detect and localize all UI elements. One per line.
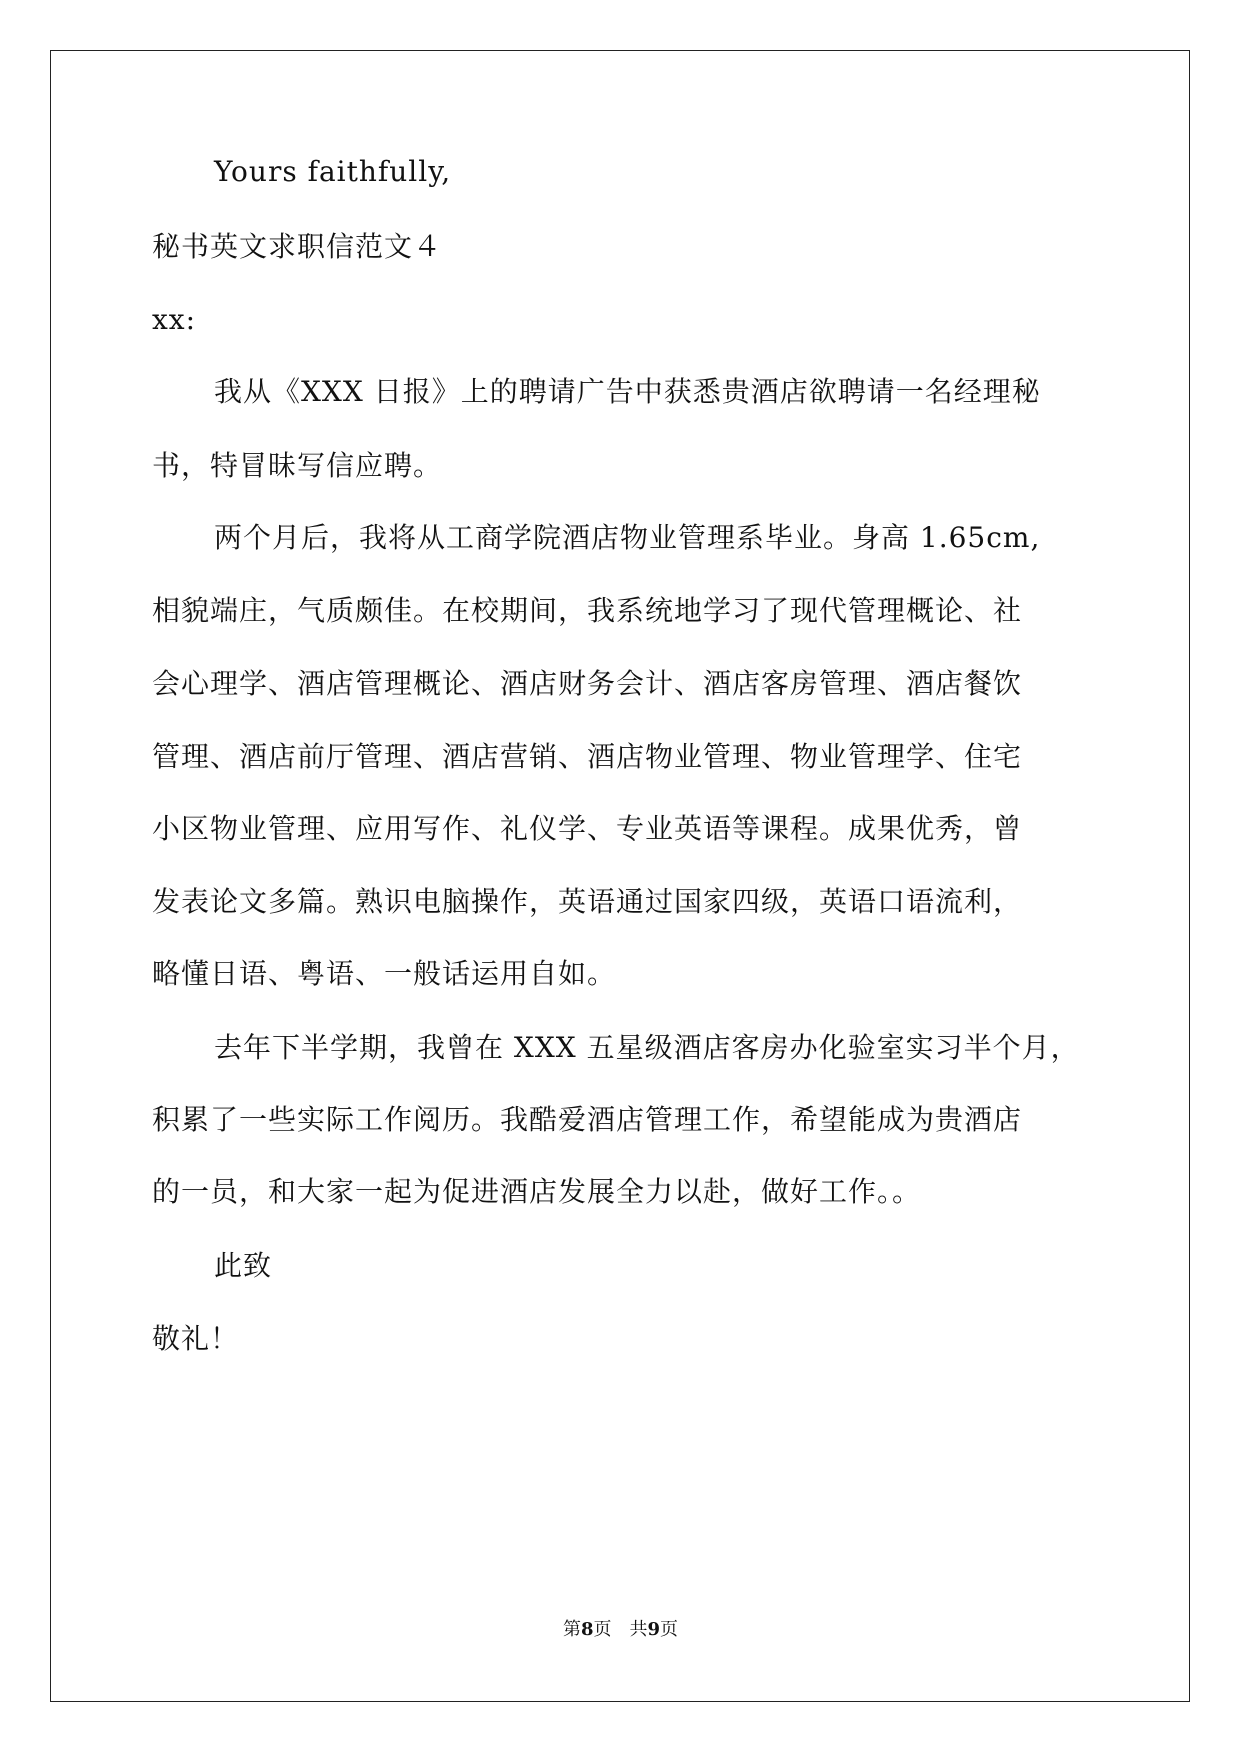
paragraph3-line: 积累了一些实际工作阅历。我酷爱酒店管理工作，希望能成为贵酒店	[152, 1103, 1023, 1136]
paragraph1-line: 书，特冒昧写信应聘。	[152, 449, 443, 482]
paragraph2-line: 两个月后，我将从工商学院酒店物业管理系毕业。身高 1.65cm,	[214, 521, 1041, 554]
letter-title: 秘书英文求职信范文４	[152, 230, 443, 263]
paragraph1-line: 我从《XXX 日报》上的聘请广告中获悉贵酒店欲聘请一名经理秘	[214, 375, 1041, 408]
salutation: xx:	[152, 303, 197, 336]
paragraph2-line: 小区物业管理、应用写作、礼仪学、专业英语等课程。成果优秀，曾	[152, 812, 1023, 845]
footer-mid: 页 共	[593, 1619, 648, 1640]
closing-salute: 敬礼！	[152, 1322, 240, 1355]
footer-suffix: 页	[660, 1619, 679, 1640]
paragraph2-line: 会心理学、酒店管理概论、酒店财务会计、酒店客房管理、酒店餐饮	[152, 667, 1023, 700]
footer-total-pages: 9	[647, 1619, 661, 1640]
page-footer	[0, 1618, 1241, 1642]
paragraph2-line: 发表论文多篇。熟识电脑操作，英语通过国家四级，英语口语流利，	[152, 885, 1023, 918]
paragraph2-line: 略懂日语、粤语、一般话运用自如。	[152, 957, 617, 990]
letter-closing: Yours faithfully,	[214, 155, 452, 188]
paragraph3-line: 去年下半学期，我曾在 XXX 五星级酒店客房办化验室实习半个月，	[214, 1031, 1080, 1064]
closing-regards: 此致	[214, 1249, 273, 1282]
footer-prefix: 第	[562, 1619, 581, 1640]
page-border	[50, 50, 1190, 1702]
paragraph2-line: 相貌端庄，气质颇佳。在校期间，我系统地学习了现代管理概论、社	[152, 594, 1023, 627]
paragraph3-line: 的一员，和大家一起为促进酒店发展全力以赴，做好工作。。	[152, 1175, 922, 1208]
paragraph2-line: 管理、酒店前厅管理、酒店营销、酒店物业管理、物业管理学、住宅	[152, 740, 1023, 773]
footer-page-number: 8	[580, 1619, 594, 1640]
